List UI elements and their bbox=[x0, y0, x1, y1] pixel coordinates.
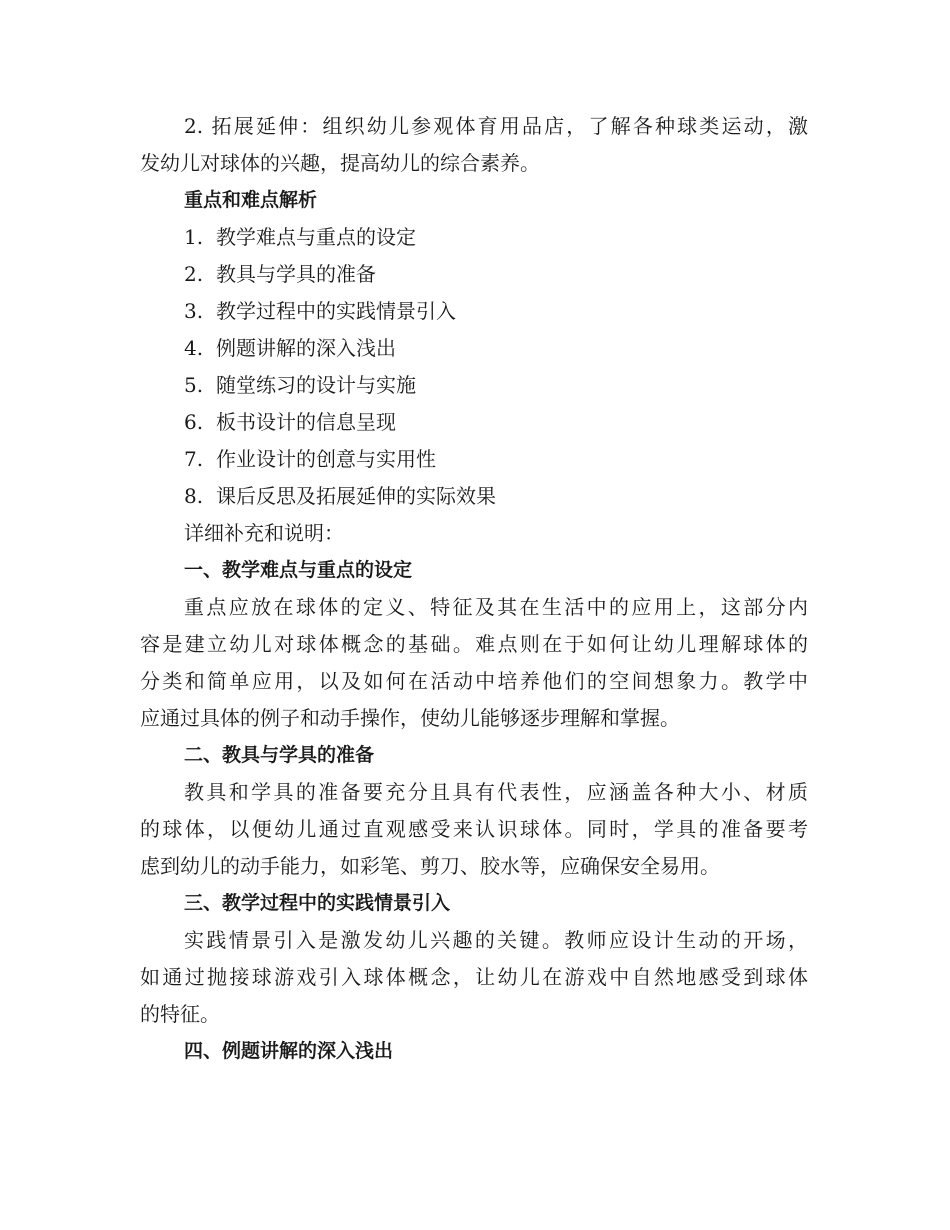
list-item-text: 例题讲解的深入浅出 bbox=[216, 336, 396, 360]
paragraph-line: 容是建立幼儿对球体概念的基础。难点则在于如何让幼儿理解球体的 bbox=[140, 632, 808, 656]
list-item bbox=[140, 404, 808, 441]
paragraph-line: 虑到幼儿的动手能力，如彩笔、剪刀、胶水等，应确保安全易用。 bbox=[140, 854, 720, 878]
list-item-text: 教学难点与重点的设定 bbox=[216, 225, 416, 249]
list-item bbox=[140, 256, 808, 293]
list-item bbox=[140, 441, 808, 478]
paragraph-line: 应通过具体的例子和动手操作，使幼儿能够逐步理解和掌握。 bbox=[140, 706, 680, 730]
list-item-number: 7. bbox=[184, 447, 204, 471]
paragraph-line: 的特征。 bbox=[140, 1002, 220, 1026]
paragraph-line: 实践情景引入是激发幼儿兴趣的关键。教师应设计生动的开场， bbox=[184, 928, 808, 952]
list-item-text: 教具与学具的准备 bbox=[216, 262, 376, 286]
paragraph-line: 分类和简单应用，以及如何在活动中培养他们的空间想象力。教学中 bbox=[140, 669, 808, 693]
list-item bbox=[140, 293, 808, 330]
list-item-text: 随堂练习的设计与实施 bbox=[216, 373, 416, 397]
section-heading: 二、教具与学具的准备 bbox=[184, 744, 375, 766]
paragraph-line: 重点应放在球体的定义、特征及其在生活中的应用上，这部分内 bbox=[184, 595, 808, 619]
paragraph-line: 的球体，以便幼儿通过直观感受来认识球体。同时，学具的准备要考 bbox=[140, 817, 808, 841]
list-item-text: 作业设计的创意与实用性 bbox=[216, 447, 436, 471]
list-item bbox=[140, 367, 808, 404]
list-item bbox=[140, 330, 808, 367]
section-heading: 一、教学难点与重点的设定 bbox=[184, 559, 413, 581]
intro-line-1: 2. 拓展延伸：组织幼儿参观体育用品店，了解各种球类运动，激 bbox=[184, 114, 808, 138]
key-points-heading: 重点和难点解析 bbox=[184, 189, 318, 211]
document-page bbox=[140, 108, 808, 1070]
list-item bbox=[140, 219, 808, 256]
list-item bbox=[140, 478, 808, 515]
list-item-number: 8. bbox=[184, 484, 204, 508]
list-item-number: 3. bbox=[184, 299, 204, 323]
list-item-number: 2. bbox=[184, 262, 204, 286]
section-heading: 三、教学过程中的实践情景引入 bbox=[184, 892, 451, 914]
list-item-text: 教学过程中的实践情景引入 bbox=[216, 299, 456, 323]
list-item-number: 1. bbox=[184, 225, 204, 249]
list-item-text: 板书设计的信息呈现 bbox=[216, 410, 396, 434]
details-label: 详细补充和说明： bbox=[184, 521, 344, 545]
section-heading: 四、例题讲解的深入浅出 bbox=[184, 1040, 394, 1062]
list-item-number: 4. bbox=[184, 336, 204, 360]
list-item-number: 5. bbox=[184, 373, 204, 397]
paragraph-line: 如通过抛接球游戏引入球体概念，让幼儿在游戏中自然地感受到球体 bbox=[140, 965, 808, 989]
list-item-number: 6. bbox=[184, 410, 204, 434]
intro-line-2: 发幼儿对球体的兴趣，提高幼儿的综合素养。 bbox=[140, 151, 540, 175]
paragraph-line: 教具和学具的准备要充分且具有代表性，应涵盖各种大小、材质 bbox=[184, 780, 808, 804]
list-item-text: 课后反思及拓展延伸的实际效果 bbox=[216, 484, 496, 508]
